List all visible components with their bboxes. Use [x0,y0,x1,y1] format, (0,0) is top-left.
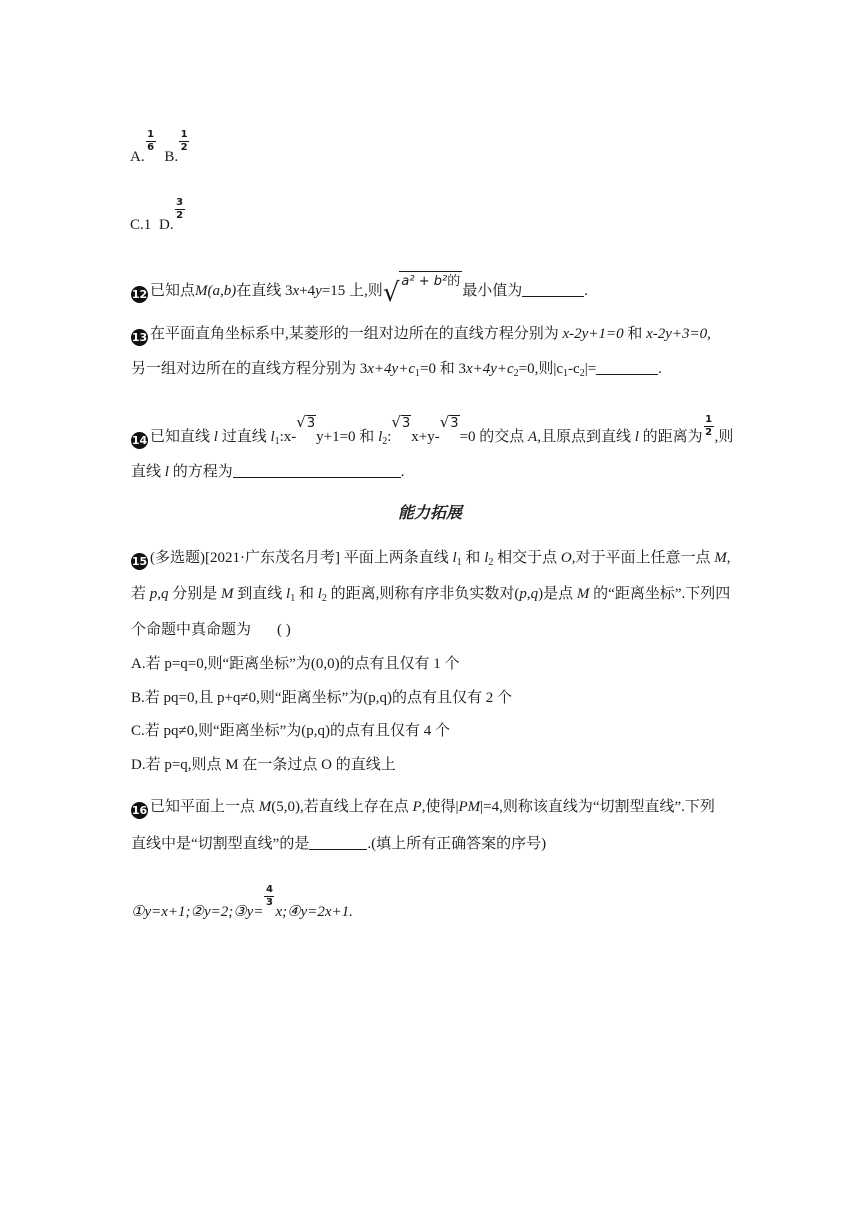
question-13-line-2: 另一组对边所在的直线方程分别为 $3x+4y+c_1=0$ 和 $3x+4y+c_2=0$,则$|c_1-c_2|=$ . [131,361,662,379]
option-b-label: B. [164,149,179,165]
option-c-text: C.1 [130,217,152,233]
question-14-line-1: 14 已知直线 l 过直线 $l_1:x-√3y+1=0$ 和 $l_2:√3x+y-√3=0$ 的交点 A,且原点到直线 l 的距离为 $\frac{1}{2}$ ,则 [131,413,734,447]
question-number-badge: 13 [131,331,148,344]
fraction-one-half: $\frac{1}{2}$ [705,414,713,438]
q11-options-ab [130,129,190,167]
fraction-four-thirds: $\frac{4}{3}$ [265,884,273,908]
fraction-three-halves: $\frac{3}{2}$ [176,197,184,221]
answer-blank[interactable] [233,463,401,478]
question-number-badge: 16 [131,804,148,817]
fraction-one-half: $\frac{1}{2}$ [180,129,188,153]
answer-blank[interactable] [309,835,367,850]
square-root-expression: √ a² + b²的 [382,273,461,308]
option-d-label: D. [159,217,174,233]
question-number-badge: 15 [131,555,148,568]
q11-options-cd [130,197,186,235]
question-number-badge: 12 [131,288,148,301]
sqrt-three: √3 [296,413,316,431]
option-c: C.若 pq≠0,则“距离坐标”为(p,q)的点有且仅有 4 个 [131,723,451,739]
option-d: D.若 p=q,则点 M 在一条过点 O 的直线上 [131,757,396,773]
answer-blank[interactable] [522,282,584,297]
question-16-line-2: 直线中是“切割型直线”的是 .(填上所有正确答案的序号) [131,836,547,852]
question-15-line-1: 15 (多选题)[2021·广东茂名月考] 平面上两条直线 $l_1$ 和 $l_2$ 相交于点 O,对于平面上任意一点 M, [131,550,731,568]
question-13-line-1: 13 在平面直角坐标系中,某菱形的一组对边所在的直线方程分别为 x-2y+1=0 和 x-2y+3=0, [131,326,711,344]
question-number-badge: 14 [131,434,148,447]
section-heading: 能力拓展 [397,503,462,522]
question-15-line-2: 若 p,q 分别是 M 到直线 $l_1$ 和 $l_2$ 的距离,则称有序非负实数对(p,q)是点 M 的“距离坐标”.下列四 [131,586,731,604]
question-16-options: ①y=x+1;②y=2;③y= $\frac{4}{3}$ x;④y=2x+1. [131,884,353,920]
option-a-label: A. [130,149,145,165]
question-source-tag: (多选题)[2021·广东茂名月考] [150,550,340,566]
question-16-line-1: 16 已知平面上一点 M(5,0),若直线上存在点 P,使得|PM|=4,则称该直线为“切割型直线”.下列 [131,799,715,817]
fraction-one-sixth: $\frac{1}{6}$ [147,129,155,153]
option-b: B.若 pq=0,且 p+q≠0,则“距离坐标”为(p,q)的点有且仅有 2 个 [131,690,512,706]
question-14-line-2: 直线 l 的方程为 . [131,464,405,480]
answer-blank[interactable] [596,360,658,375]
sqrt-three: √3 [439,413,459,431]
sqrt-three: √3 [391,413,411,431]
question-12: 12 已知点M(a,b)在直线 3x+4y=15 上,则√ a² + b²的最小值为 . [131,273,588,308]
option-a: A.若 p=q=0,则“距离坐标”为(0,0)的点有且仅有 1 个 [131,656,460,672]
question-15-line-3: 个命题中真命题为 ( ) [131,622,291,638]
